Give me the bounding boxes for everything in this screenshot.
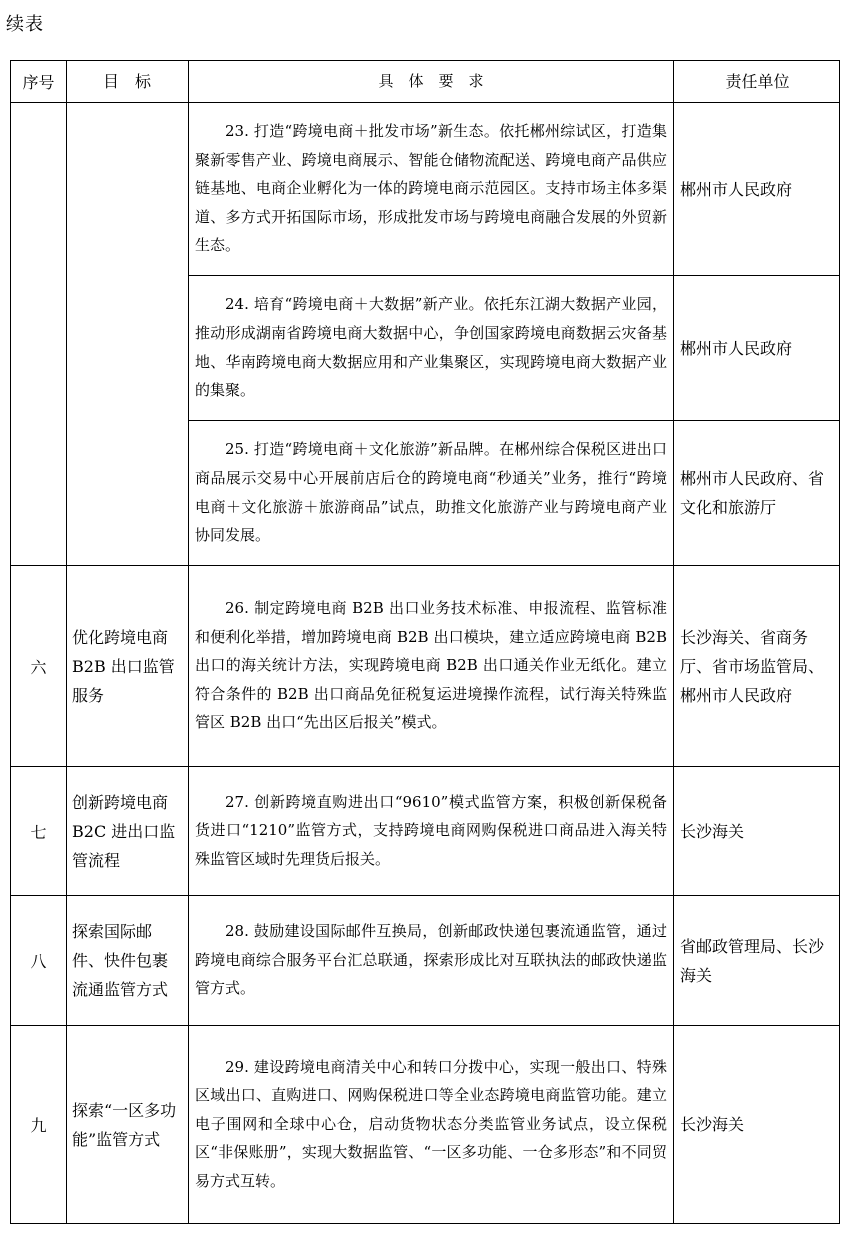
- goal-cell: 优化跨境电商 B2B 出口监管服务: [67, 566, 189, 767]
- requirement-cell: 25. 打造“跨境电商＋文化旅游”新品牌。在郴州综合保税区进出口商品展示交易中心开展前店后仓的跨境电商“秒通关”业务，推行“跨境电商＋文化旅游＋旅游商品”试点，助推文化旅游产业与跨境电商产业协同发展。: [189, 421, 674, 566]
- requirement-cell: 28. 鼓励建设国际邮件互换局，创新邮政快递包裹流通监管，通过跨境电商综合服务平台汇总联通，探索形成比对互联执法的邮政快递监管方式。: [189, 896, 674, 1026]
- seq-cell: 六: [11, 566, 67, 767]
- unit-cell: 郴州市人民政府: [674, 276, 840, 421]
- unit-cell: 长沙海关: [674, 767, 840, 896]
- requirement-cell: 26. 制定跨境电商 B2B 出口业务技术标准、申报流程、监管标准和便利化举措，增加跨境电商 B2B 出口模块，建立适应跨境电商 B2B 出口的海关统计方法，实现跨境电商 B2B 出口通关作业无纸化。建立符合条件的 B2B 出口商品免征税复运进境操作流程，试行海关特殊监管区 B2B 出口“先出区后报关”模式。: [189, 566, 674, 767]
- table-row: [11, 1026, 840, 1224]
- unit-cell: 郴州市人民政府、省文化和旅游厅: [674, 421, 840, 566]
- header-goal: 目 标: [67, 61, 189, 103]
- header-requirements: 具 体 要 求: [189, 61, 674, 103]
- unit-cell: 长沙海关、省商务厅、省市场监管局、郴州市人民政府: [674, 566, 840, 767]
- header-responsible-unit: 责任单位: [674, 61, 840, 103]
- goal-cell: 探索“一区多功能”监管方式: [67, 1026, 189, 1224]
- seq-cell: 八: [11, 896, 67, 1026]
- goal-cell-empty: [67, 103, 189, 566]
- seq-cell: 九: [11, 1026, 67, 1224]
- header-seq: 序号: [11, 61, 67, 103]
- unit-cell: 长沙海关: [674, 1026, 840, 1224]
- table-row: [11, 896, 840, 1026]
- requirements-table: [10, 60, 840, 1224]
- seq-cell: 七: [11, 767, 67, 896]
- unit-cell: 郴州市人民政府: [674, 103, 840, 276]
- requirement-cell: 29. 建设跨境电商清关中心和转口分拨中心，实现一般出口、特殊区域出口、直购进口、网购保税进口等全业态跨境电商监管功能。建立电子围网和全球中心仓，启动货物状态分类监管业务试点，设立保税区“非保账册”，实现大数据监管、“一区多功能、一仓多形态”和不同贸易方式互转。: [189, 1026, 674, 1224]
- seq-cell-empty: [11, 103, 67, 566]
- page-heading: 续表: [6, 14, 44, 35]
- unit-cell: 省邮政管理局、长沙海关: [674, 896, 840, 1026]
- goal-cell: 创新跨境电商 B2C 进出口监管流程: [67, 767, 189, 896]
- requirement-cell: 23. 打造“跨境电商＋批发市场”新生态。依托郴州综试区，打造集聚新零售产业、跨境电商展示、智能仓储物流配送、跨境电商产品供应链基地、电商企业孵化为一体的跨境电商示范园区。支持市场主体多渠道、多方式开拓国际市场，形成批发市场与跨境电商融合发展的外贸新生态。: [189, 103, 674, 276]
- requirement-cell: 24. 培育“跨境电商＋大数据”新产业。依托东江湖大数据产业园，推动形成湖南省跨境电商大数据中心，争创国家跨境电商数据云灾备基地、华南跨境电商大数据应用和产业集聚区，实现跨境电商大数据产业的集聚。: [189, 276, 674, 421]
- table-header-row: [11, 61, 840, 103]
- goal-cell: 探索国际邮件、快件包裹流通监管方式: [67, 896, 189, 1026]
- requirement-cell: 27. 创新跨境直购进出口“9610”模式监管方案，积极创新保税备货进口“1210”监管方式，支持跨境电商网购保税进口商品进入海关特殊监管区域时先理货后报关。: [189, 767, 674, 896]
- table-row: [11, 103, 840, 276]
- table-row: [11, 566, 840, 767]
- table-row: [11, 767, 840, 896]
